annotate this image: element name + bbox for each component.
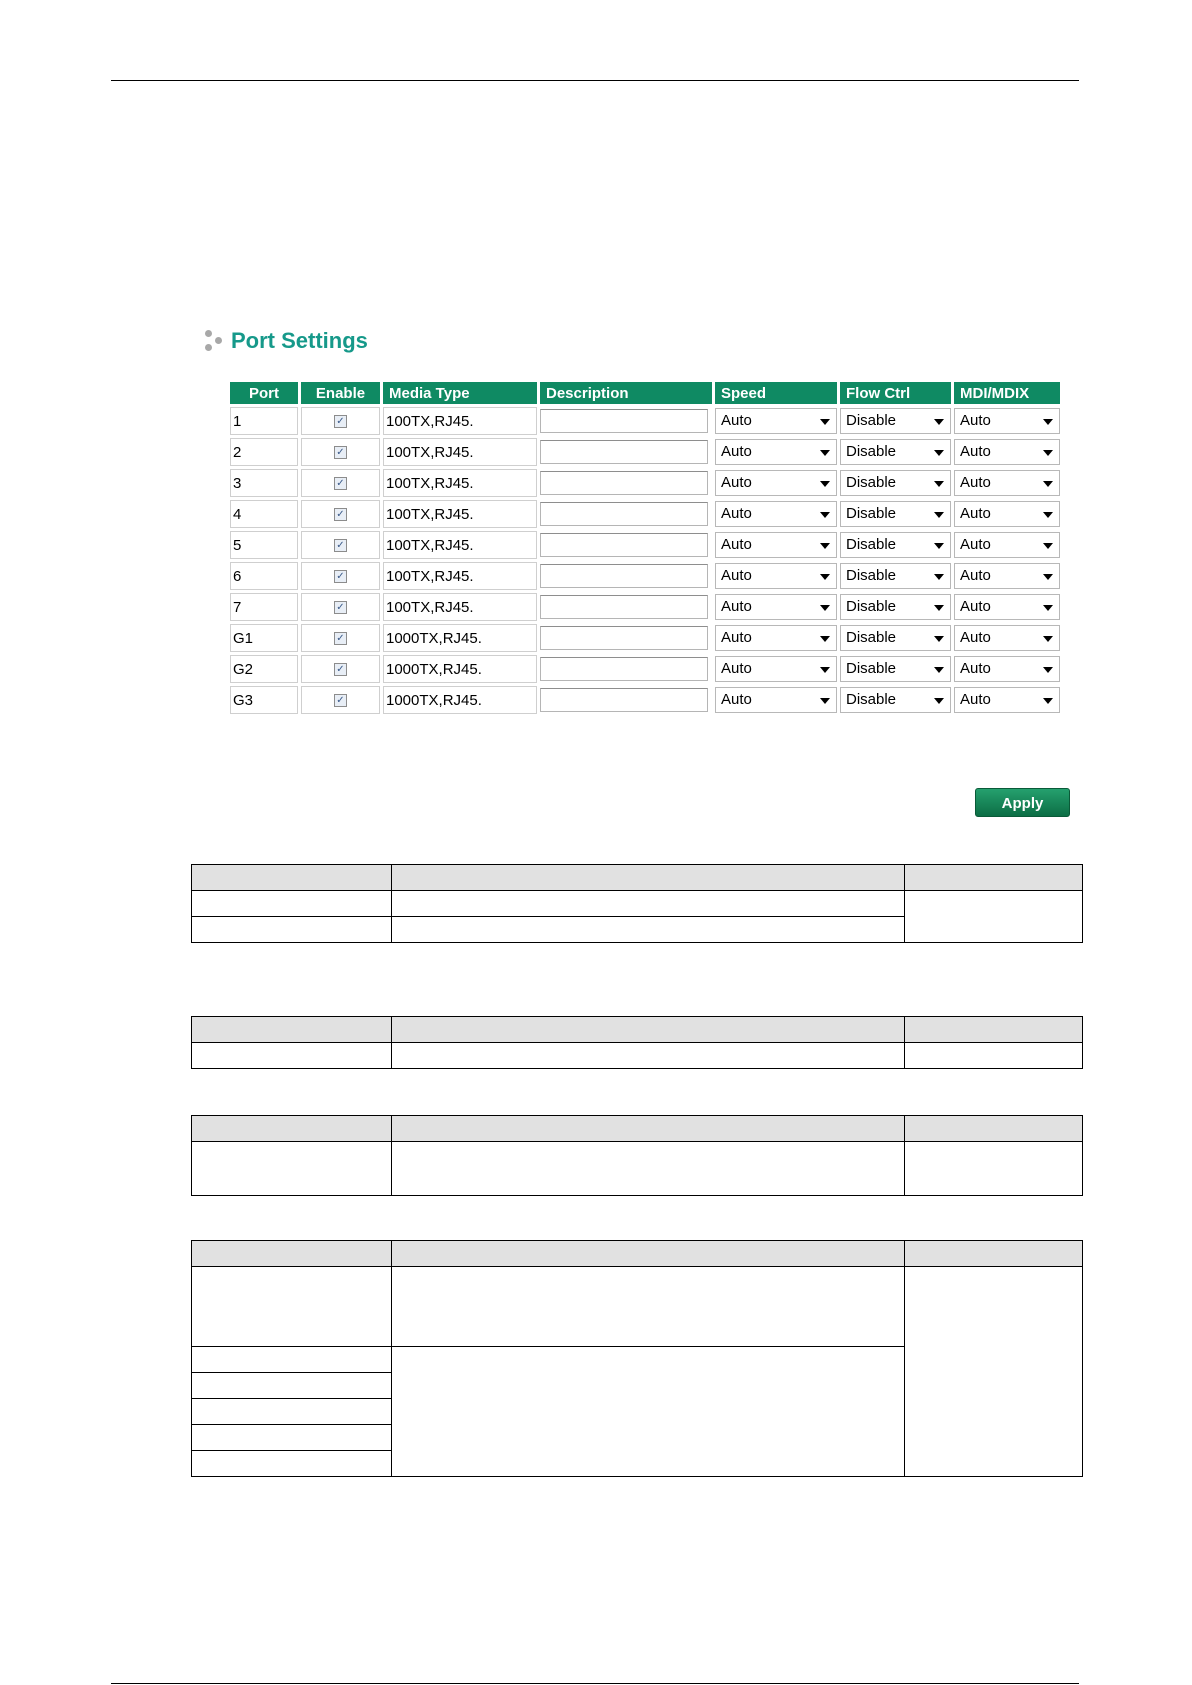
speed-value: Auto [721, 567, 752, 584]
speed-value: Auto [721, 505, 752, 522]
doc-table-3 [191, 1115, 1083, 1196]
mdi-mdix-value: Auto [960, 536, 991, 553]
flow-ctrl-cell [840, 686, 951, 714]
description-cell [540, 531, 712, 559]
description-cell [540, 562, 712, 590]
enable-cell [301, 407, 380, 435]
chevron-down-icon [820, 512, 830, 518]
mdi-mdix-cell [954, 655, 1060, 683]
flow-ctrl-value: Disable [846, 536, 897, 553]
enable-cell [301, 562, 380, 590]
mdi-mdix-select[interactable] [954, 532, 1060, 558]
media-type-label: 100TX,RJ45. [386, 567, 474, 585]
port-cell [230, 562, 298, 590]
mdi-mdix-cell [954, 624, 1060, 652]
description-input[interactable] [540, 471, 708, 495]
flow-ctrl-cell [840, 655, 951, 683]
table-row [192, 1116, 1083, 1142]
flow-ctrl-select[interactable] [840, 625, 951, 651]
speed-value: Auto [721, 629, 752, 646]
table-row [230, 500, 1060, 528]
mdi-mdix-select[interactable] [954, 594, 1060, 620]
mdi-mdix-value: Auto [960, 412, 991, 429]
flow-ctrl-cell [840, 500, 951, 528]
flow-ctrl-select[interactable] [840, 532, 951, 558]
flow-ctrl-select[interactable] [840, 408, 951, 434]
speed-value: Auto [721, 412, 752, 429]
speed-cell [715, 438, 837, 466]
table-row [230, 686, 1060, 714]
description-input[interactable] [540, 626, 708, 650]
chevron-down-icon [820, 481, 830, 487]
port-cell [230, 438, 298, 466]
chevron-down-icon [1043, 605, 1053, 611]
flow-ctrl-select[interactable] [840, 563, 951, 589]
mdi-mdix-value: Auto [960, 443, 991, 460]
enable-checkbox[interactable]: ✓ [334, 477, 347, 490]
port-label: 7 [233, 598, 242, 616]
speed-cell [715, 686, 837, 714]
chevron-down-icon [1043, 698, 1053, 704]
media-type-label: 100TX,RJ45. [386, 443, 474, 461]
enable-checkbox[interactable]: ✓ [334, 446, 347, 459]
port-cell [230, 531, 298, 559]
description-cell [540, 438, 712, 466]
mdi-mdix-value: Auto [960, 598, 991, 615]
header-rule [111, 80, 1079, 81]
enable-checkbox[interactable]: ✓ [334, 415, 347, 428]
table-row [192, 1017, 1083, 1043]
table-row [192, 865, 1083, 891]
media-type-cell [383, 469, 537, 497]
port-label: 3 [233, 474, 242, 492]
table-row [230, 531, 1060, 559]
flow-ctrl-value: Disable [846, 691, 897, 708]
chevron-down-icon [934, 512, 944, 518]
description-cell [540, 469, 712, 497]
mdi-mdix-cell [954, 686, 1060, 714]
speed-value: Auto [721, 536, 752, 553]
description-input[interactable] [540, 409, 708, 433]
chevron-down-icon [820, 698, 830, 704]
speed-cell [715, 407, 837, 435]
media-type-cell [383, 624, 537, 652]
flow-ctrl-cell [840, 624, 951, 652]
speed-select[interactable] [715, 408, 837, 434]
flow-ctrl-value: Disable [846, 660, 897, 677]
description-input[interactable] [540, 564, 708, 588]
table-row [192, 1043, 1083, 1069]
media-type-cell [383, 655, 537, 683]
mdi-mdix-cell [954, 500, 1060, 528]
speed-select[interactable] [715, 687, 837, 713]
chevron-down-icon [820, 667, 830, 673]
flow-ctrl-select[interactable] [840, 687, 951, 713]
chevron-down-icon [934, 605, 944, 611]
flow-ctrl-cell [840, 531, 951, 559]
enable-cell [301, 438, 380, 466]
doc-table-1 [191, 864, 1083, 943]
speed-select[interactable] [715, 532, 837, 558]
chevron-down-icon [820, 450, 830, 456]
enable-checkbox[interactable]: ✓ [334, 632, 347, 645]
port-label: G2 [233, 660, 254, 678]
speed-cell [715, 562, 837, 590]
column-header-port: Port [230, 382, 298, 404]
enable-checkbox[interactable]: ✓ [334, 570, 347, 583]
description-cell [540, 500, 712, 528]
chevron-down-icon [934, 481, 944, 487]
port-label: 2 [233, 443, 242, 461]
description-cell [540, 407, 712, 435]
chevron-down-icon [1043, 636, 1053, 642]
speed-cell [715, 531, 837, 559]
speed-value: Auto [721, 443, 752, 460]
speed-cell [715, 593, 837, 621]
port-cell [230, 624, 298, 652]
speed-select[interactable] [715, 470, 837, 496]
flow-ctrl-value: Disable [846, 598, 897, 615]
chevron-down-icon [1043, 543, 1053, 549]
mdi-mdix-value: Auto [960, 474, 991, 491]
chevron-down-icon [934, 574, 944, 580]
mdi-mdix-select[interactable] [954, 687, 1060, 713]
speed-cell [715, 624, 837, 652]
port-label: 5 [233, 536, 242, 554]
description-cell [540, 655, 712, 683]
mdi-mdix-cell [954, 593, 1060, 621]
table-row [230, 655, 1060, 683]
speed-select[interactable] [715, 656, 837, 682]
table-row [230, 407, 1060, 435]
flow-ctrl-cell [840, 562, 951, 590]
flow-ctrl-select[interactable] [840, 470, 951, 496]
port-cell [230, 655, 298, 683]
flow-ctrl-value: Disable [846, 412, 897, 429]
chevron-down-icon [820, 636, 830, 642]
description-cell [540, 624, 712, 652]
apply-button[interactable]: Apply [975, 788, 1070, 817]
media-type-cell [383, 407, 537, 435]
media-type-label: 1000TX,RJ45. [386, 629, 482, 647]
chevron-down-icon [934, 543, 944, 549]
port-settings-table [227, 379, 1063, 717]
mdi-mdix-select[interactable] [954, 656, 1060, 682]
mdi-mdix-cell [954, 531, 1060, 559]
flow-ctrl-cell [840, 407, 951, 435]
flow-ctrl-value: Disable [846, 505, 897, 522]
port-cell [230, 469, 298, 497]
speed-cell [715, 655, 837, 683]
flow-ctrl-cell [840, 438, 951, 466]
column-header-media-type: Media Type [383, 382, 537, 404]
speed-select[interactable] [715, 563, 837, 589]
table-header [230, 382, 1060, 404]
chevron-down-icon [1043, 419, 1053, 425]
description-cell [540, 593, 712, 621]
media-type-label: 1000TX,RJ45. [386, 691, 482, 709]
chevron-down-icon [934, 667, 944, 673]
flow-ctrl-value: Disable [846, 629, 897, 646]
chevron-down-icon [934, 450, 944, 456]
speed-cell [715, 469, 837, 497]
mdi-mdix-value: Auto [960, 691, 991, 708]
description-input[interactable] [540, 688, 708, 712]
port-cell [230, 500, 298, 528]
enable-cell [301, 593, 380, 621]
port-label: G1 [233, 629, 254, 647]
media-type-label: 100TX,RJ45. [386, 412, 474, 430]
port-label: 1 [233, 412, 242, 430]
enable-cell [301, 500, 380, 528]
dots-icon [205, 328, 225, 354]
media-type-label: 100TX,RJ45. [386, 536, 474, 554]
table-row [230, 624, 1060, 652]
column-header-mdi-mdix: MDI/MDIX [954, 382, 1060, 404]
port-cell [230, 593, 298, 621]
table-row [192, 1267, 1083, 1347]
speed-cell [715, 500, 837, 528]
enable-cell [301, 655, 380, 683]
description-cell [540, 686, 712, 714]
table-row [192, 891, 1083, 917]
mdi-mdix-select[interactable] [954, 408, 1060, 434]
table-row [230, 562, 1060, 590]
table-row [230, 438, 1060, 466]
column-header-description: Description [540, 382, 712, 404]
chevron-down-icon [1043, 512, 1053, 518]
enable-cell [301, 686, 380, 714]
mdi-mdix-value: Auto [960, 567, 991, 584]
speed-select[interactable] [715, 501, 837, 527]
description-input[interactable] [540, 533, 708, 557]
enable-checkbox[interactable]: ✓ [334, 601, 347, 614]
enable-checkbox[interactable]: ✓ [334, 694, 347, 707]
enable-checkbox[interactable]: ✓ [334, 508, 347, 521]
description-input[interactable] [540, 657, 708, 681]
port-cell [230, 407, 298, 435]
table-row [192, 1241, 1083, 1267]
mdi-mdix-cell [954, 407, 1060, 435]
chevron-down-icon [934, 419, 944, 425]
enable-cell [301, 624, 380, 652]
enable-cell [301, 469, 380, 497]
speed-value: Auto [721, 598, 752, 615]
flow-ctrl-select[interactable] [840, 594, 951, 620]
flow-ctrl-select[interactable] [840, 501, 951, 527]
page-title: Port Settings [231, 328, 368, 353]
description-input[interactable] [540, 440, 708, 464]
column-header-speed: Speed [715, 382, 837, 404]
doc-table-2 [191, 1016, 1083, 1069]
mdi-mdix-select[interactable] [954, 501, 1060, 527]
port-label: 4 [233, 505, 242, 523]
description-input[interactable] [540, 595, 708, 619]
mdi-mdix-select[interactable] [954, 439, 1060, 465]
chevron-down-icon [1043, 481, 1053, 487]
enable-checkbox[interactable]: ✓ [334, 539, 347, 552]
speed-select[interactable] [715, 594, 837, 620]
table-row [192, 1142, 1083, 1196]
port-label: 6 [233, 567, 242, 585]
speed-value: Auto [721, 660, 752, 677]
column-header-flow-ctrl: Flow Ctrl [840, 382, 951, 404]
flow-ctrl-cell [840, 593, 951, 621]
speed-select[interactable] [715, 625, 837, 651]
mdi-mdix-select[interactable] [954, 470, 1060, 496]
chevron-down-icon [820, 605, 830, 611]
mdi-mdix-value: Auto [960, 660, 991, 677]
mdi-mdix-cell [954, 469, 1060, 497]
media-type-cell [383, 531, 537, 559]
media-type-cell [383, 593, 537, 621]
speed-value: Auto [721, 474, 752, 491]
flow-ctrl-value: Disable [846, 474, 897, 491]
port-label: G3 [233, 691, 254, 709]
mdi-mdix-cell [954, 562, 1060, 590]
chevron-down-icon [820, 574, 830, 580]
mdi-mdix-cell [954, 438, 1060, 466]
flow-ctrl-value: Disable [846, 443, 897, 460]
media-type-cell [383, 562, 537, 590]
chevron-down-icon [1043, 450, 1053, 456]
media-type-label: 100TX,RJ45. [386, 505, 474, 523]
media-type-label: 1000TX,RJ45. [386, 660, 482, 678]
enable-cell [301, 531, 380, 559]
panel-title [205, 325, 368, 357]
chevron-down-icon [934, 636, 944, 642]
flow-ctrl-value: Disable [846, 567, 897, 584]
chevron-down-icon [1043, 574, 1053, 580]
mdi-mdix-select[interactable] [954, 563, 1060, 589]
chevron-down-icon [820, 419, 830, 425]
flow-ctrl-select[interactable] [840, 656, 951, 682]
media-type-label: 100TX,RJ45. [386, 598, 474, 616]
chevron-down-icon [1043, 667, 1053, 673]
description-input[interactable] [540, 502, 708, 526]
media-type-label: 100TX,RJ45. [386, 474, 474, 492]
chevron-down-icon [820, 543, 830, 549]
table-row [230, 593, 1060, 621]
media-type-cell [383, 686, 537, 714]
media-type-cell [383, 438, 537, 466]
table-row [230, 469, 1060, 497]
enable-checkbox[interactable]: ✓ [334, 663, 347, 676]
chevron-down-icon [934, 698, 944, 704]
media-type-cell [383, 500, 537, 528]
footer-rule [111, 1683, 1079, 1684]
flow-ctrl-cell [840, 469, 951, 497]
mdi-mdix-value: Auto [960, 505, 991, 522]
mdi-mdix-select[interactable] [954, 625, 1060, 651]
speed-value: Auto [721, 691, 752, 708]
column-header-enable: Enable [301, 382, 380, 404]
port-cell [230, 686, 298, 714]
flow-ctrl-select[interactable] [840, 439, 951, 465]
mdi-mdix-value: Auto [960, 629, 991, 646]
doc-table-4 [191, 1240, 1083, 1477]
speed-select[interactable] [715, 439, 837, 465]
